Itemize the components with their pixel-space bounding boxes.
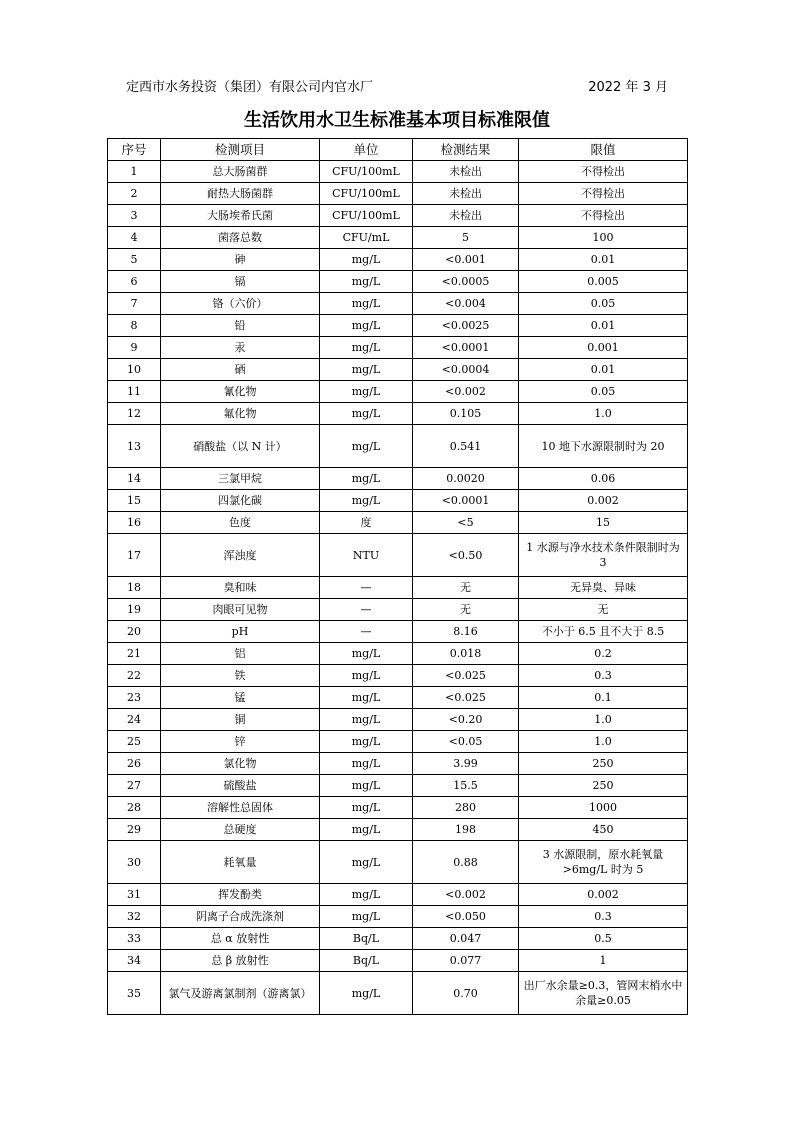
limit-value: 1 水源与净水技术条件限制时为 3: [519, 534, 688, 577]
test-result: 198: [413, 819, 519, 841]
unit: mg/L: [320, 841, 413, 884]
page-header: [126, 76, 668, 96]
test-item: 总硬度: [161, 819, 320, 841]
test-result: 0.0020: [413, 468, 519, 490]
test-item: 铅: [161, 315, 320, 337]
limit-value: 不小于 6.5 且不大于 8.5: [519, 621, 688, 643]
test-result: <0.0004: [413, 359, 519, 381]
limit-value: 100: [519, 227, 688, 249]
limit-value: 250: [519, 775, 688, 797]
unit: mg/L: [320, 381, 413, 403]
test-item: 总大肠菌群: [161, 161, 320, 183]
test-result: 0.077: [413, 950, 519, 972]
test-item: 臭和味: [161, 577, 320, 599]
table-body: [108, 161, 688, 1015]
test-result: <0.002: [413, 884, 519, 906]
unit: mg/L: [320, 293, 413, 315]
row-number: 28: [108, 797, 161, 819]
page-title: 生活饮用水卫生标准基本项目标准限值: [244, 110, 550, 131]
limit-value: 不得检出: [519, 205, 688, 227]
test-item: 硒: [161, 359, 320, 381]
table-row: [108, 315, 688, 337]
unit: mg/L: [320, 249, 413, 271]
row-number: 23: [108, 687, 161, 709]
test-result: <0.025: [413, 687, 519, 709]
row-number: 13: [108, 425, 161, 468]
table-row: [108, 687, 688, 709]
row-number: 8: [108, 315, 161, 337]
limit-value: 不得检出: [519, 161, 688, 183]
test-result: 0.70: [413, 972, 519, 1015]
unit: mg/L: [320, 271, 413, 293]
table-row: [108, 403, 688, 425]
unit: mg/L: [320, 753, 413, 775]
limit-value: 0.05: [519, 381, 688, 403]
column-header: 单位: [320, 139, 413, 161]
limit-value: 1: [519, 950, 688, 972]
limit-value: 0.5: [519, 928, 688, 950]
table-row: [108, 512, 688, 534]
test-result: <0.50: [413, 534, 519, 577]
test-item: 耐热大肠菌群: [161, 183, 320, 205]
report-date: 2022 年 3 月: [588, 80, 668, 95]
row-number: 3: [108, 205, 161, 227]
test-result: 无: [413, 599, 519, 621]
table-row: [108, 884, 688, 906]
column-header: 检测结果: [413, 139, 519, 161]
row-number: 18: [108, 577, 161, 599]
row-number: 19: [108, 599, 161, 621]
unit: mg/L: [320, 490, 413, 512]
table-row: [108, 337, 688, 359]
test-item: 汞: [161, 337, 320, 359]
table-row: [108, 381, 688, 403]
table-row: [108, 753, 688, 775]
test-result: 0.88: [413, 841, 519, 884]
test-result: 0.018: [413, 643, 519, 665]
row-number: 12: [108, 403, 161, 425]
limit-value: 0.3: [519, 906, 688, 928]
test-item: 铜: [161, 709, 320, 731]
row-number: 21: [108, 643, 161, 665]
unit: Bq/L: [320, 950, 413, 972]
limit-value: 1000: [519, 797, 688, 819]
table-row: [108, 797, 688, 819]
test-result: <0.0025: [413, 315, 519, 337]
limit-value: 0.01: [519, 249, 688, 271]
unit: mg/L: [320, 731, 413, 753]
row-number: 32: [108, 906, 161, 928]
row-number: 9: [108, 337, 161, 359]
test-result: <5: [413, 512, 519, 534]
row-number: 25: [108, 731, 161, 753]
limit-value: 10 地下水源限制时为 20: [519, 425, 688, 468]
test-result: 未检出: [413, 161, 519, 183]
unit: mg/L: [320, 884, 413, 906]
test-result: <0.0001: [413, 490, 519, 512]
row-number: 34: [108, 950, 161, 972]
test-item: 硝酸盐（以 N 计）: [161, 425, 320, 468]
table-row: [108, 643, 688, 665]
unit: Bq/L: [320, 928, 413, 950]
table-row: [108, 950, 688, 972]
test-item: 硫酸盐: [161, 775, 320, 797]
row-number: 17: [108, 534, 161, 577]
test-item: 三氯甲烷: [161, 468, 320, 490]
test-item: 肉眼可见物: [161, 599, 320, 621]
unit: mg/L: [320, 709, 413, 731]
test-item: 锌: [161, 731, 320, 753]
limit-value: 0.3: [519, 665, 688, 687]
unit: mg/L: [320, 775, 413, 797]
unit: 度: [320, 512, 413, 534]
test-item: 耗氧量: [161, 841, 320, 884]
table-row: [108, 599, 688, 621]
unit: CFU/100mL: [320, 183, 413, 205]
test-item: 氯气及游离氯制剂（游离氯）: [161, 972, 320, 1015]
row-number: 6: [108, 271, 161, 293]
limit-value: 0.1: [519, 687, 688, 709]
limit-value: 0.01: [519, 315, 688, 337]
limit-value: 1.0: [519, 731, 688, 753]
unit: mg/L: [320, 665, 413, 687]
row-number: 22: [108, 665, 161, 687]
test-item: 镉: [161, 271, 320, 293]
table-row: [108, 665, 688, 687]
row-number: 14: [108, 468, 161, 490]
table-row: [108, 359, 688, 381]
test-result: <0.20: [413, 709, 519, 731]
column-header: 检测项目: [161, 139, 320, 161]
table-row: [108, 490, 688, 512]
unit: mg/L: [320, 337, 413, 359]
unit: mg/L: [320, 403, 413, 425]
test-item: 氰化物: [161, 381, 320, 403]
test-item: 大肠埃希氏菌: [161, 205, 320, 227]
limit-value: 0.2: [519, 643, 688, 665]
test-result: 未检出: [413, 205, 519, 227]
row-number: 20: [108, 621, 161, 643]
unit: mg/L: [320, 468, 413, 490]
unit: mg/L: [320, 972, 413, 1015]
table-row: [108, 972, 688, 1015]
row-number: 26: [108, 753, 161, 775]
limit-value: 0.001: [519, 337, 688, 359]
row-number: 15: [108, 490, 161, 512]
row-number: 27: [108, 775, 161, 797]
test-result: 280: [413, 797, 519, 819]
unit: CFU/100mL: [320, 205, 413, 227]
limit-value: 0.06: [519, 468, 688, 490]
unit: mg/L: [320, 315, 413, 337]
table-row: [108, 928, 688, 950]
test-result: <0.0005: [413, 271, 519, 293]
test-item: 菌落总数: [161, 227, 320, 249]
test-result: <0.001: [413, 249, 519, 271]
unit: —: [320, 621, 413, 643]
test-item: 铬（六价）: [161, 293, 320, 315]
table-row: [108, 621, 688, 643]
test-item: 锰: [161, 687, 320, 709]
test-item: 四氯化碳: [161, 490, 320, 512]
test-item: 氯化物: [161, 753, 320, 775]
table-row: [108, 841, 688, 884]
unit: mg/L: [320, 359, 413, 381]
unit: CFU/mL: [320, 227, 413, 249]
unit: —: [320, 599, 413, 621]
test-result: 0.105: [413, 403, 519, 425]
limit-value: 3 水源限制，原水耗氧量>6mg/L 时为 5: [519, 841, 688, 884]
table-row: [108, 906, 688, 928]
table-row: [108, 425, 688, 468]
row-number: 29: [108, 819, 161, 841]
table-row: [108, 468, 688, 490]
unit: mg/L: [320, 643, 413, 665]
table-row: [108, 775, 688, 797]
limit-value: 无: [519, 599, 688, 621]
table-header-row: [108, 139, 688, 161]
test-result: <0.004: [413, 293, 519, 315]
row-number: 11: [108, 381, 161, 403]
test-item: 砷: [161, 249, 320, 271]
table-row: [108, 577, 688, 599]
row-number: 31: [108, 884, 161, 906]
test-item: 铁: [161, 665, 320, 687]
test-result: <0.05: [413, 731, 519, 753]
test-result: 5: [413, 227, 519, 249]
unit: —: [320, 577, 413, 599]
test-item: 阴离子合成洗涤剂: [161, 906, 320, 928]
unit: CFU/100mL: [320, 161, 413, 183]
table-row: [108, 205, 688, 227]
table-row: [108, 227, 688, 249]
test-result: 15.5: [413, 775, 519, 797]
test-item: 总 α 放射性: [161, 928, 320, 950]
table-row: [108, 293, 688, 315]
table-row: [108, 271, 688, 293]
test-item: 总 β 放射性: [161, 950, 320, 972]
limit-value: 250: [519, 753, 688, 775]
row-number: 10: [108, 359, 161, 381]
test-item: 溶解性总固体: [161, 797, 320, 819]
test-item: 挥发酚类: [161, 884, 320, 906]
table-row: [108, 161, 688, 183]
table-row: [108, 249, 688, 271]
standards-table: [107, 138, 688, 1015]
row-number: 35: [108, 972, 161, 1015]
unit: NTU: [320, 534, 413, 577]
limit-value: 出厂水余量≥0.3，管网末梢水中余量≥0.05: [519, 972, 688, 1015]
test-item: 色度: [161, 512, 320, 534]
test-item: 铝: [161, 643, 320, 665]
organization-name: 定西市水务投资（集团）有限公司内官水厂: [126, 80, 374, 95]
row-number: 2: [108, 183, 161, 205]
limit-value: 1.0: [519, 403, 688, 425]
test-result: <0.0001: [413, 337, 519, 359]
limit-value: 不得检出: [519, 183, 688, 205]
test-result: 未检出: [413, 183, 519, 205]
column-header: 序号: [108, 139, 161, 161]
test-result: 3.99: [413, 753, 519, 775]
table-row: [108, 534, 688, 577]
unit: mg/L: [320, 906, 413, 928]
row-number: 5: [108, 249, 161, 271]
test-result: 无: [413, 577, 519, 599]
limit-value: 1.0: [519, 709, 688, 731]
limit-value: 0.05: [519, 293, 688, 315]
row-number: 16: [108, 512, 161, 534]
row-number: 7: [108, 293, 161, 315]
row-number: 33: [108, 928, 161, 950]
test-result: <0.050: [413, 906, 519, 928]
test-result: <0.002: [413, 381, 519, 403]
test-result: 8.16: [413, 621, 519, 643]
row-number: 24: [108, 709, 161, 731]
unit: mg/L: [320, 797, 413, 819]
row-number: 30: [108, 841, 161, 884]
limit-value: 0.002: [519, 884, 688, 906]
limit-value: 无异臭、异味: [519, 577, 688, 599]
test-item: pH: [161, 621, 320, 643]
limit-value: 450: [519, 819, 688, 841]
table-row: [108, 709, 688, 731]
test-item: 氟化物: [161, 403, 320, 425]
row-number: 1: [108, 161, 161, 183]
unit: mg/L: [320, 425, 413, 468]
test-item: 浑浊度: [161, 534, 320, 577]
table-row: [108, 731, 688, 753]
unit: mg/L: [320, 819, 413, 841]
table-row: [108, 183, 688, 205]
unit: mg/L: [320, 687, 413, 709]
limit-value: 15: [519, 512, 688, 534]
limit-value: 0.01: [519, 359, 688, 381]
test-result: 0.047: [413, 928, 519, 950]
table-row: [108, 819, 688, 841]
row-number: 4: [108, 227, 161, 249]
column-header: 限值: [519, 139, 688, 161]
limit-value: 0.002: [519, 490, 688, 512]
test-result: <0.025: [413, 665, 519, 687]
test-result: 0.541: [413, 425, 519, 468]
limit-value: 0.005: [519, 271, 688, 293]
